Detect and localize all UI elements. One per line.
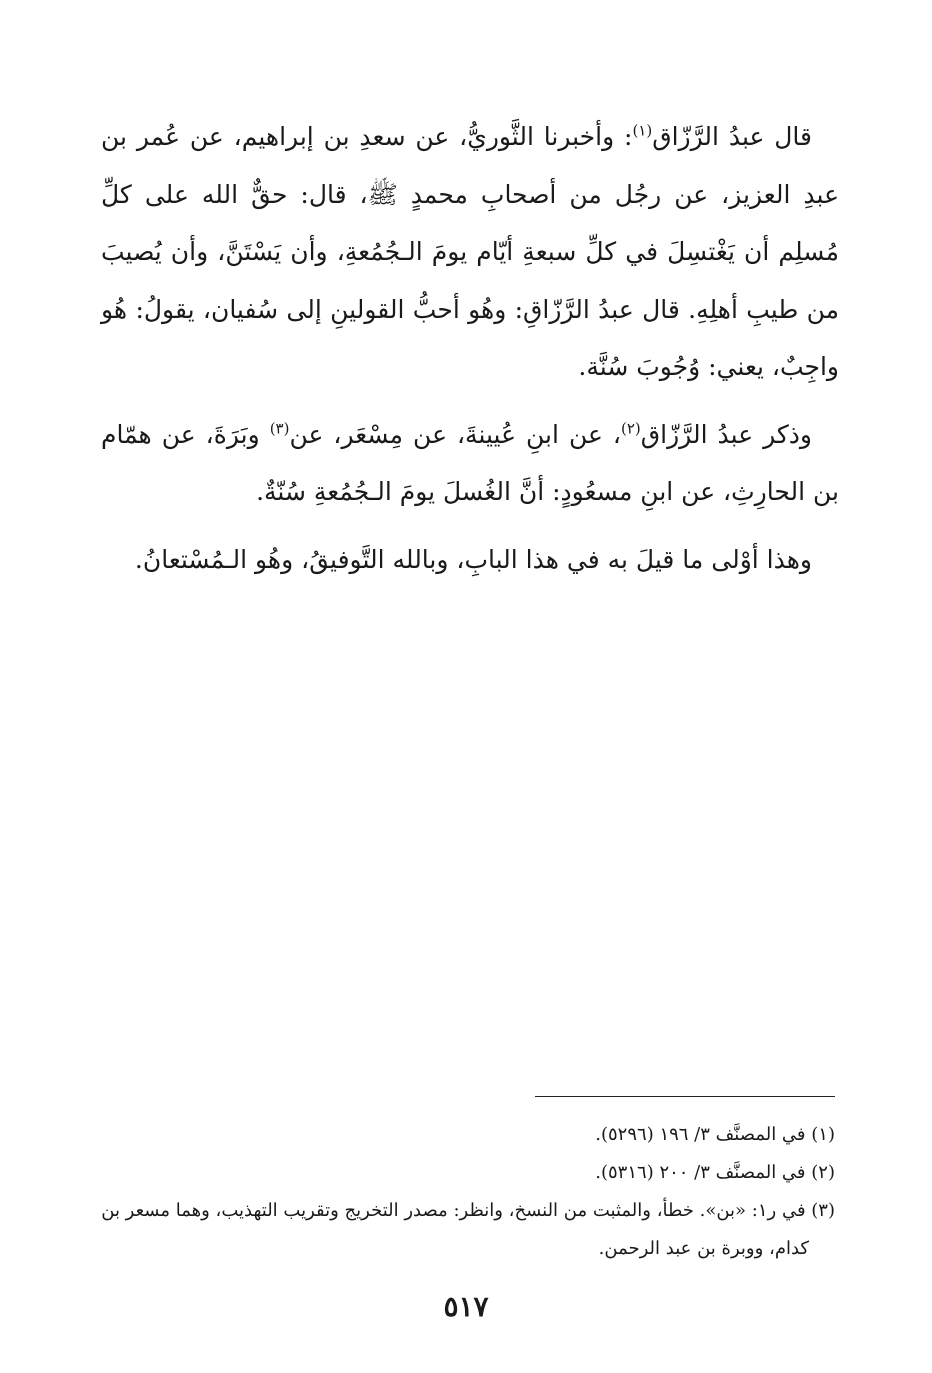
footnote-ref-1: (١)	[632, 121, 653, 140]
footnote-ref-2: (٢)	[620, 419, 641, 438]
footnote-3: (٣) في ر١: «بن». خطأ، والمثبت من النسخ، وانظر: مصدر التخريج وتقريب التهذيب، وهما مسعر بن	[101, 1200, 835, 1221]
paragraph-1-text-cont: : وأخبرنا الثَّوريُّ، عن سعدِ بن إبراهيم، عن عُمر بن عبدِ العزيز، عن رجُل من أصحابِ محمدٍ ﷺ، قال: حقٌّ الله على كلِّ مُسلِم أن يَغْتسِلَ في كلِّ سبعةِ أيّام يومَ الـجُمُعةِ، وأن يَسْتَنَّ، وأن يُصيبَ من طيبِ أهلِهِ. قال عبدُ الرَّزّاقِ: وهُو أحبُّ القولينِ إلى سُفيان، يقولُ: هُو واجِبٌ، يعني: وُجُوبَ سُنَّة.	[101, 122, 839, 381]
footnote-separator	[535, 1096, 835, 1097]
footnote-3-continued: كدام، ووبرة بن عبد الرحمن.	[598, 1238, 809, 1259]
paragraph-2-text-end: وبَرَةَ، عن همّام بن الحارِثِ، عن ابنِ مسعُودٍ: أنَّ الغُسلَ يومَ الـجُمُعةِ سُنّةٌ.	[101, 419, 839, 506]
paragraph-2-text-cont: ، عن ابنِ عُيينةَ، عن مِسْعَر، عن	[289, 419, 621, 449]
footnotes	[97, 1116, 835, 1268]
paragraph-1-text: قال عبدُ الرَّزّاق	[652, 122, 813, 151]
footnote-ref-3: (٣)	[269, 419, 290, 438]
main-text	[101, 108, 839, 588]
footnote-2: (٢) في المصنَّف ٣/ ٢٠٠ (٥٣١٦).	[595, 1162, 835, 1183]
page-number: ٥١٧	[443, 1290, 489, 1323]
paragraph-3	[101, 531, 839, 589]
paragraph-2-text: وذكر عبدُ الرَّزّاق	[640, 419, 813, 449]
paragraph-2	[101, 406, 839, 521]
paragraph-1	[101, 108, 839, 396]
paragraph-3-text: وهذا أوْلى ما قيلَ به في هذا البابِ، وبالله التَّوفيقُ، وهُو الـمُسْتعانُ.	[134, 544, 812, 574]
footnote-1: (١) في المصنَّف ٣/ ١٩٦ (٥٢٩٦).	[595, 1124, 835, 1145]
